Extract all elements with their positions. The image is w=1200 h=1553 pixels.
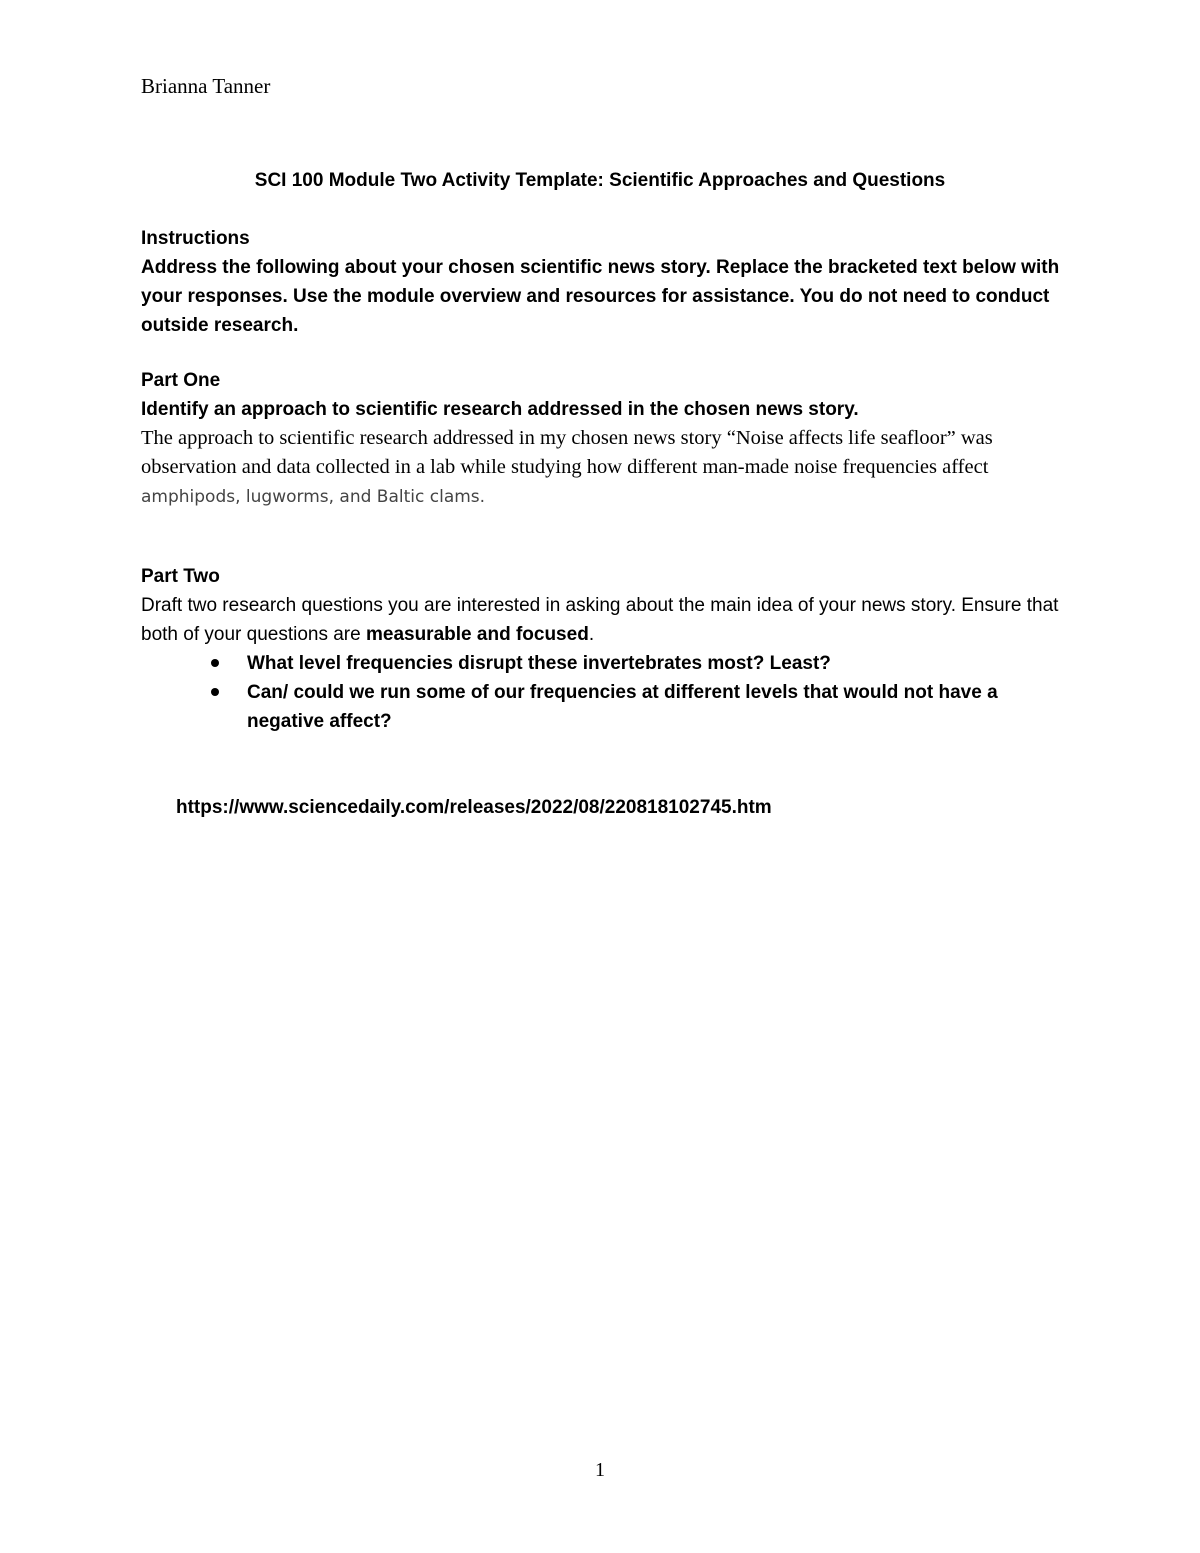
part-one-response-serif: The approach to scientific research addressed in my chosen news story “Noise affects life seafloor” was observation and data collected in a lab while studying how different man-made noise frequencies affect xyxy=(141,427,993,478)
part-one-section xyxy=(141,366,1066,512)
instructions-section xyxy=(141,224,1066,340)
part-two-section xyxy=(141,562,1066,649)
part-two-heading: Part Two xyxy=(141,566,220,587)
emphasis-measurable: measurable xyxy=(365,624,472,645)
research-questions-list xyxy=(141,649,1066,736)
part-one-response-sans: amphipods, lugworms, and Baltic clams. xyxy=(141,487,486,507)
part-two-prompt-start: Draft two research questions you are interested in asking about the main idea of your news story. Ensure that both of your questions are xyxy=(141,595,1059,645)
prompt-joiner: and xyxy=(476,624,511,645)
page-number: 1 xyxy=(595,1459,605,1481)
emphasis-focused: focused xyxy=(515,624,589,645)
instructions-heading: Instructions xyxy=(141,228,250,249)
research-question-2: Can/ could we run some of our frequencies at different levels that would not have a negative affect? xyxy=(247,682,998,732)
list-item xyxy=(141,649,1066,678)
part-one-response xyxy=(141,424,1066,512)
list-item xyxy=(141,678,1066,736)
bullet-icon xyxy=(211,659,219,667)
part-two-prompt xyxy=(141,591,1066,649)
part-two-prompt-end: . xyxy=(588,624,595,645)
research-question-1: What level frequencies disrupt these invertebrates most? Least? xyxy=(247,653,831,674)
author-name: Brianna Tanner xyxy=(141,74,271,98)
part-one-prompt: Identify an approach to scientific research addressed in the chosen news story. xyxy=(141,399,859,420)
document-title: SCI 100 Module Two Activity Template: Scientific Approaches and Questions xyxy=(254,170,946,191)
part-one-heading: Part One xyxy=(141,370,221,391)
bullet-icon xyxy=(211,688,219,696)
source-link[interactable]: https://www.sciencedaily.com/releases/2022/08/220818102745.htm xyxy=(176,797,772,818)
instructions-body: Address the following about your chosen scientific news story. Replace the bracketed text below with your responses. Use the module overview and resources for assistance. You do not need to conduct outside research. xyxy=(141,257,1060,336)
